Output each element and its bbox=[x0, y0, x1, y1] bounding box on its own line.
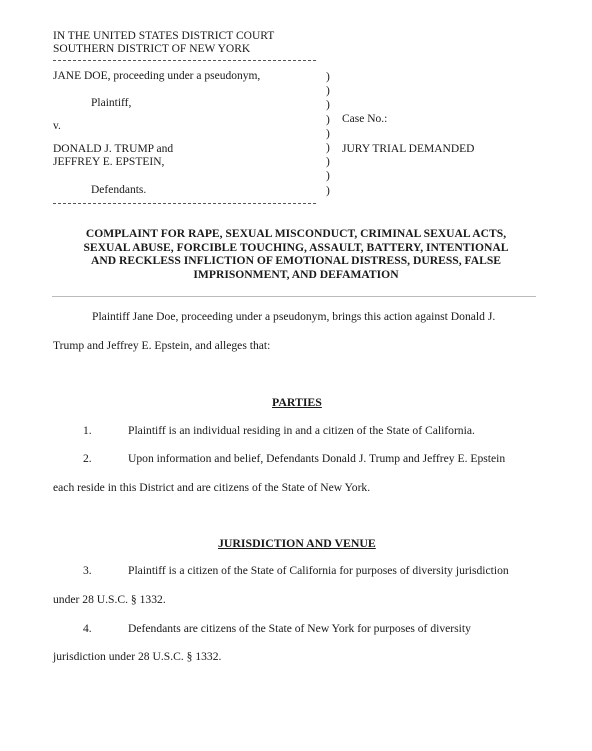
jury-trial-demand: JURY TRIAL DEMANDED bbox=[342, 143, 475, 155]
paren: ) bbox=[326, 184, 330, 197]
defendant-name-1: DONALD J. TRUMP and bbox=[53, 143, 174, 155]
caption-top-divider bbox=[53, 60, 316, 61]
title-line: SEXUAL ABUSE, FORCIBLE TOUCHING, ASSAULT, BATTERY, INTENTIONAL bbox=[83, 240, 509, 254]
paragraph-text: Plaintiff is an individual residing in and a citizen of the State of California. bbox=[128, 424, 475, 437]
paragraph-number: 3. bbox=[83, 564, 92, 577]
paragraph-number: 1. bbox=[83, 424, 92, 437]
paragraph-text-continued: under 28 U.S.C. § 1332. bbox=[53, 593, 166, 606]
versus: v. bbox=[53, 120, 61, 132]
paren: ) bbox=[326, 127, 330, 140]
court-name: IN THE UNITED STATES DISTRICT COURT bbox=[53, 30, 275, 42]
title-line: IMPRISONMENT, AND DEFAMATION bbox=[193, 267, 399, 281]
paragraph-number: 4. bbox=[83, 622, 92, 635]
section-heading-parties: PARTIES bbox=[272, 395, 322, 409]
caption-parentheses bbox=[326, 70, 330, 198]
paren: ) bbox=[326, 99, 330, 112]
plaintiff-role: Plaintiff, bbox=[91, 97, 132, 109]
title-line: AND RECKLESS INFLICTION OF EMOTIONAL DISTRESS, DURESS, FALSE bbox=[90, 254, 502, 268]
complaint-title bbox=[50, 227, 542, 281]
paren: ) bbox=[326, 156, 330, 169]
paragraph-number: 2. bbox=[83, 452, 92, 465]
paren: ) bbox=[326, 170, 330, 183]
plaintiff-name: JANE DOE, proceeding under a pseudonym, bbox=[53, 70, 261, 82]
intro-line-2: Trump and Jeffrey E. Epstein, and alleges that: bbox=[53, 339, 271, 352]
title-divider bbox=[52, 296, 536, 297]
paragraph-text-continued: each reside in this District and are citizens of the State of New York. bbox=[53, 481, 371, 494]
paren: ) bbox=[326, 71, 330, 83]
paragraph-text-continued: jurisdiction under 28 U.S.C. § 1332. bbox=[53, 650, 222, 663]
paren: ) bbox=[326, 113, 330, 126]
section-heading-jurisdiction: JURISDICTION AND VENUE bbox=[218, 536, 376, 550]
intro-line-1: Plaintiff Jane Doe, proceeding under a pseudonym, brings this action against Donald J. bbox=[92, 310, 496, 323]
case-number-label: Case No.: bbox=[342, 113, 388, 125]
defendant-name-2: JEFFREY E. EPSTEIN, bbox=[53, 156, 165, 168]
paragraph-text: Upon information and belief, Defendants Donald J. Trump and Jeffrey E. Epstein bbox=[128, 452, 506, 465]
paragraph-text: Plaintiff is a citizen of the State of California for purposes of diversity jurisdiction bbox=[128, 564, 509, 577]
paragraph-text: Defendants are citizens of the State of New York for purposes of diversity bbox=[128, 622, 471, 635]
court-district: SOUTHERN DISTRICT OF NEW YORK bbox=[53, 43, 251, 55]
paren: ) bbox=[326, 142, 330, 155]
caption-bottom-divider bbox=[53, 203, 316, 204]
paren: ) bbox=[326, 85, 330, 98]
title-line: COMPLAINT FOR RAPE, SEXUAL MISCONDUCT, CRIMINAL SEXUAL ACTS, bbox=[85, 227, 507, 240]
defendant-role: Defendants. bbox=[91, 184, 147, 196]
